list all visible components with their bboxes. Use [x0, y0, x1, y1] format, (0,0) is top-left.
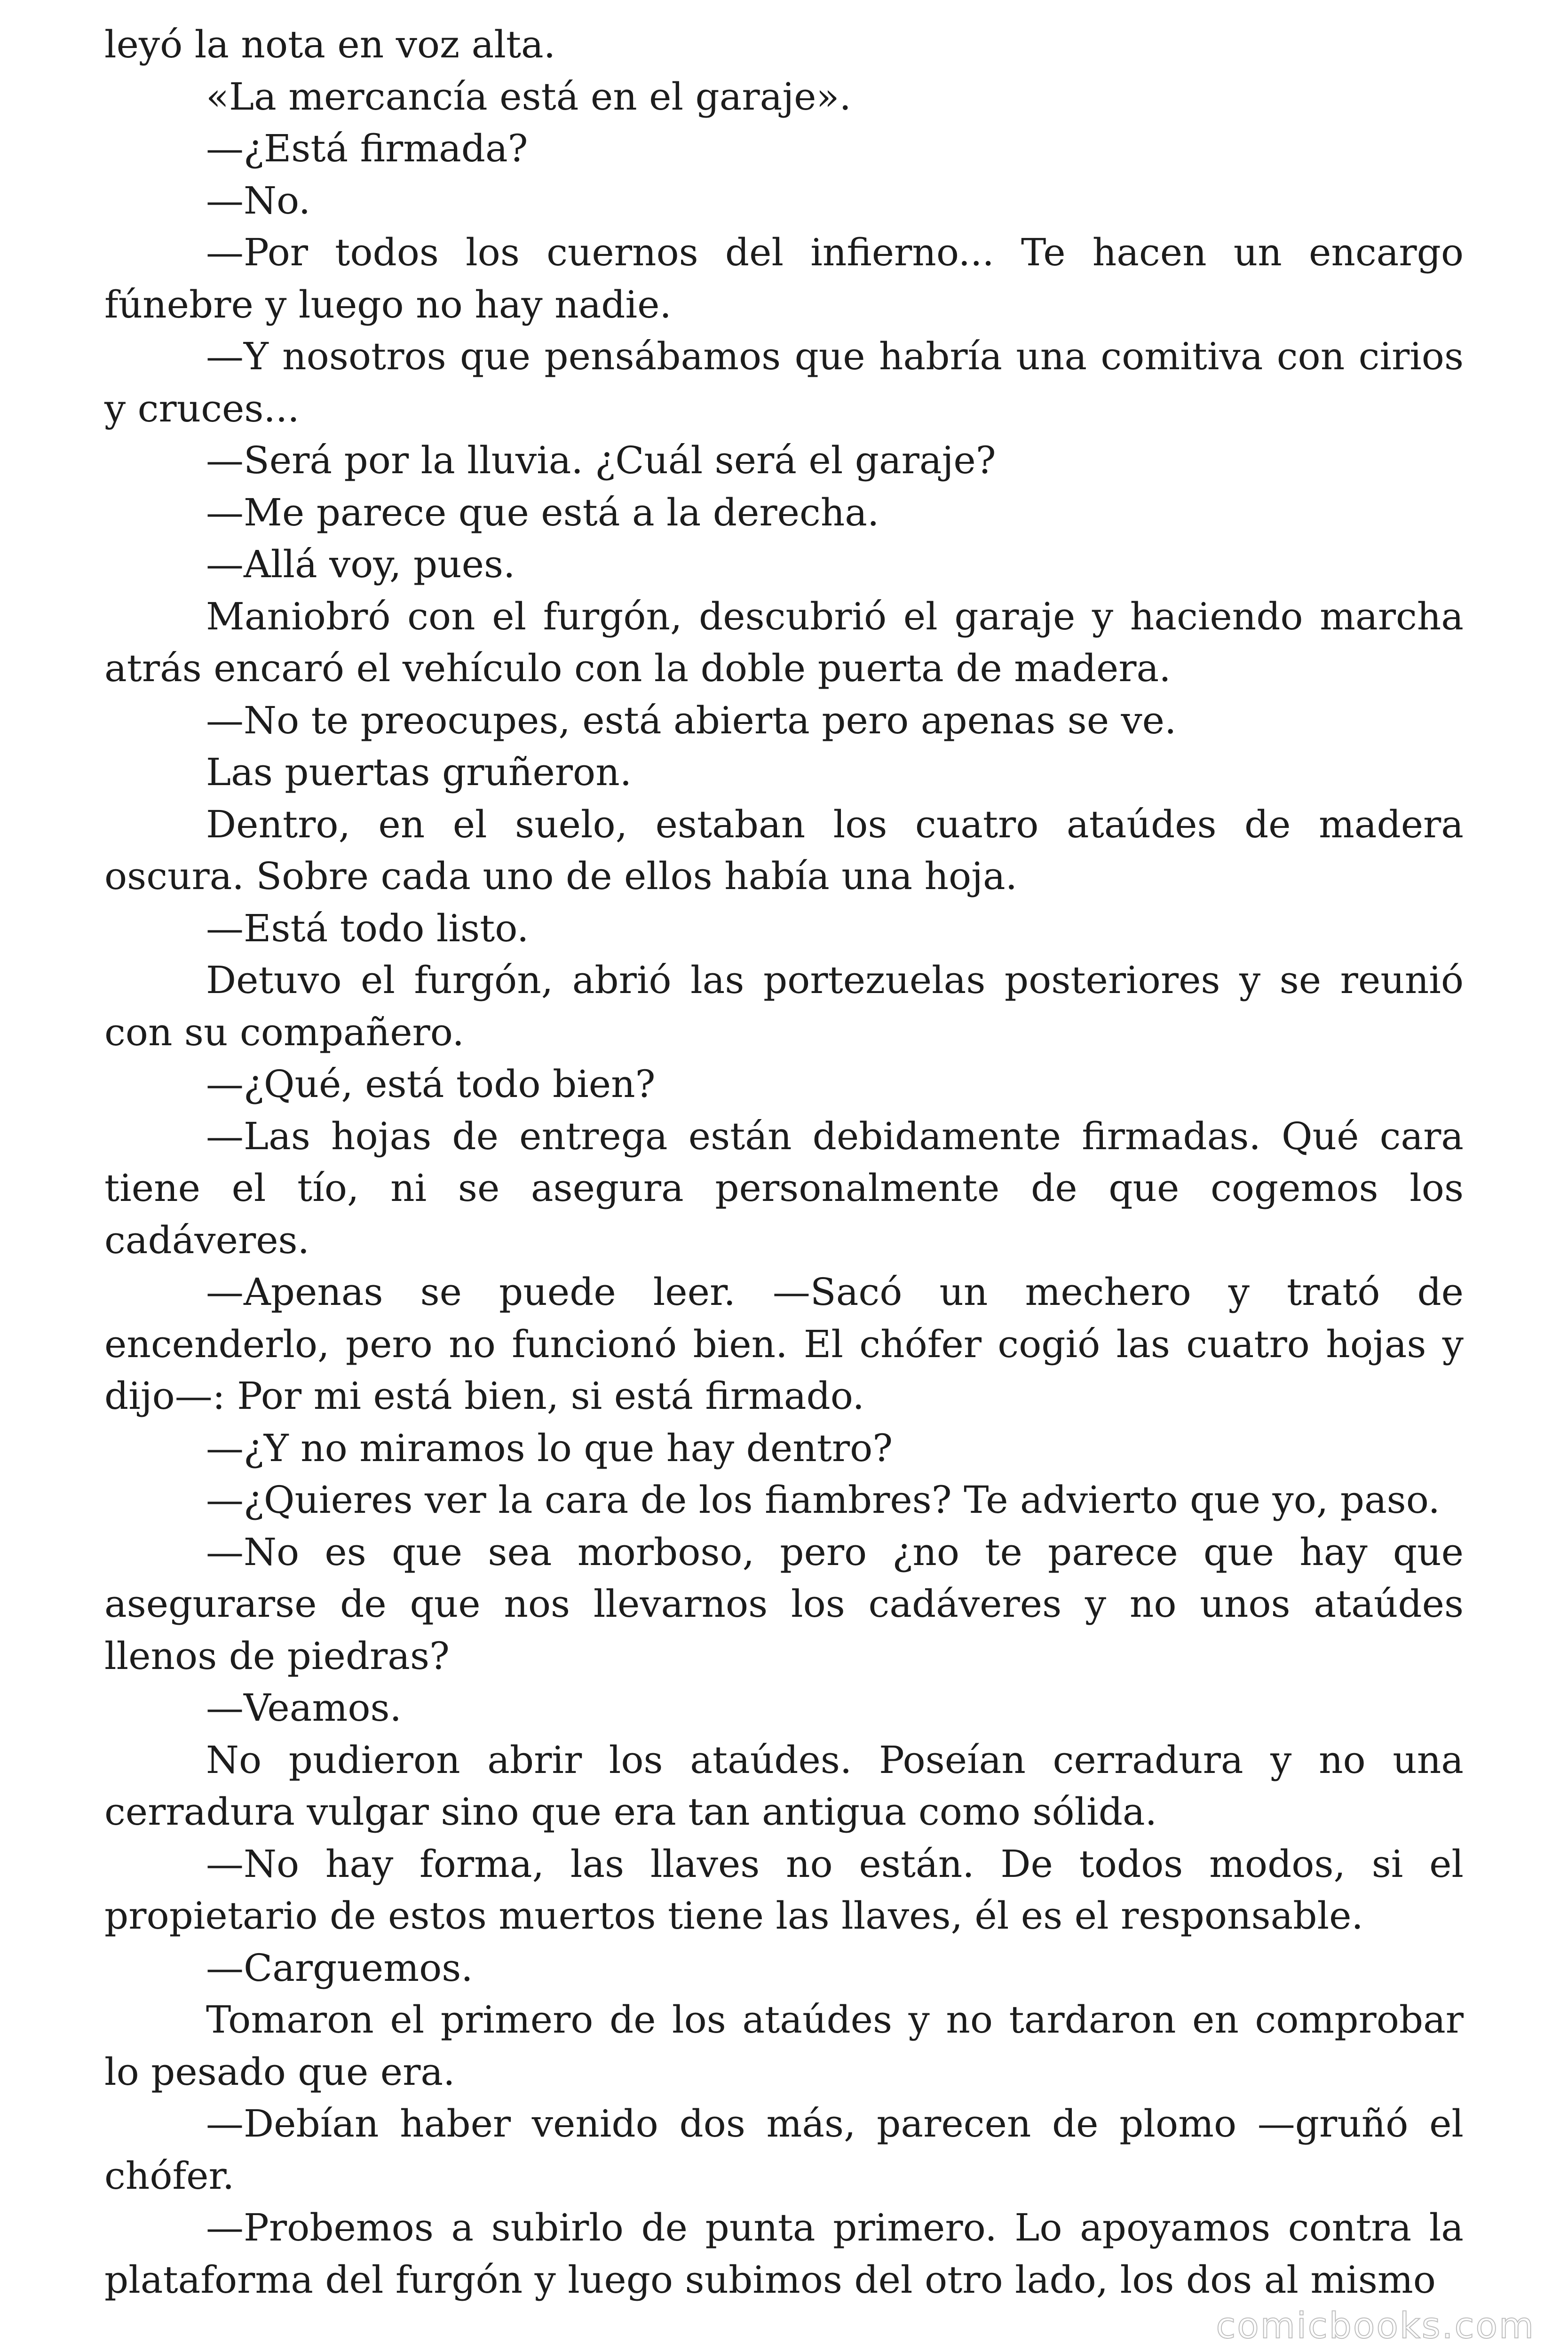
- paragraph: Las puertas gruñeron.: [206, 750, 632, 794]
- paragraph: Tomaron el primero de los ataúdes y no tardaron en comprobar lo pesado que era.: [104, 1998, 1464, 2094]
- paragraph: —Carguemos.: [206, 1946, 473, 1990]
- paragraph: «La mercancía está en el garaje».: [206, 74, 851, 119]
- page-body: [104, 19, 1464, 2306]
- paragraph: —Y nosotros que pensábamos que habría una comitiva con cirios y cruces...: [104, 334, 1464, 430]
- paragraph: —Apenas se puede leer. —Sacó un mechero y trató de encenderlo, pero no funcionó bien. El chófer cogió las cuatro hojas y dijo—: Por mi está bien, si está firmado.: [104, 1270, 1464, 1418]
- paragraph: —¿Qué, está todo bien?: [206, 1062, 656, 1106]
- paragraph: Detuvo el furgón, abrió las portezuelas posteriores y se reunió con su compañero.: [104, 958, 1464, 1054]
- paragraph: —Veamos.: [206, 1686, 402, 1730]
- paragraph: No pudieron abrir los ataúdes. Poseían cerradura y no una cerradura vulgar sino que era tan antigua como sólida.: [104, 1738, 1464, 1834]
- paragraph: Dentro, en el suelo, estaban los cuatro ataúdes de madera oscura. Sobre cada uno de ellos había una hoja.: [104, 802, 1464, 898]
- paragraph: —Las hojas de entrega están debidamente firmadas. Qué cara tiene el tío, ni se asegura personalmente de que cogemos los cadáveres.: [104, 1114, 1464, 1262]
- paragraph: —No es que sea morboso, pero ¿no te parece que hay que asegurarse de que nos llevarnos los cadáveres y no unos ataúdes llenos de piedras?: [104, 1530, 1464, 1678]
- paragraph: —¿Quieres ver la cara de los fiambres? Te advierto que yo, paso.: [206, 1478, 1440, 1522]
- watermark: comicbooks.com: [1216, 2304, 1535, 2346]
- paragraph: —Será por la lluvia. ¿Cuál será el garaje?: [206, 438, 996, 482]
- paragraph: —No.: [206, 178, 311, 222]
- paragraph: —Por todos los cuernos del infierno... Te hacen un encargo fúnebre y luego no hay nadie.: [104, 230, 1464, 326]
- paragraph: —Probemos a subirlo de punta primero. Lo apoyamos contra la plataforma del furgón y luego subimos del otro lado, los dos al mismo: [104, 2206, 1464, 2302]
- paragraph: leyó la nota en voz alta.: [104, 23, 556, 66]
- paragraph: —¿Y no miramos lo que hay dentro?: [206, 1426, 893, 1470]
- paragraph: —No hay forma, las llaves no están. De todos modos, si el propietario de estos muertos tiene las llaves, él es el responsable.: [104, 1842, 1464, 1938]
- paragraph: —Está todo listo.: [206, 906, 529, 950]
- paragraph: —Me parece que está a la derecha.: [206, 490, 879, 534]
- paragraph: —No te preocupes, está abierta pero apenas se ve.: [206, 698, 1177, 742]
- paragraph: —Debían haber venido dos más, parecen de plomo —gruñó el chófer.: [104, 2102, 1464, 2198]
- paragraph: —¿Está firmada?: [206, 127, 528, 170]
- paragraph: —Allá voy, pues.: [206, 542, 515, 586]
- paragraph: Maniobró con el furgón, descubrió el garaje y haciendo marcha atrás encaró el vehículo con la doble puerta de madera.: [104, 594, 1464, 690]
